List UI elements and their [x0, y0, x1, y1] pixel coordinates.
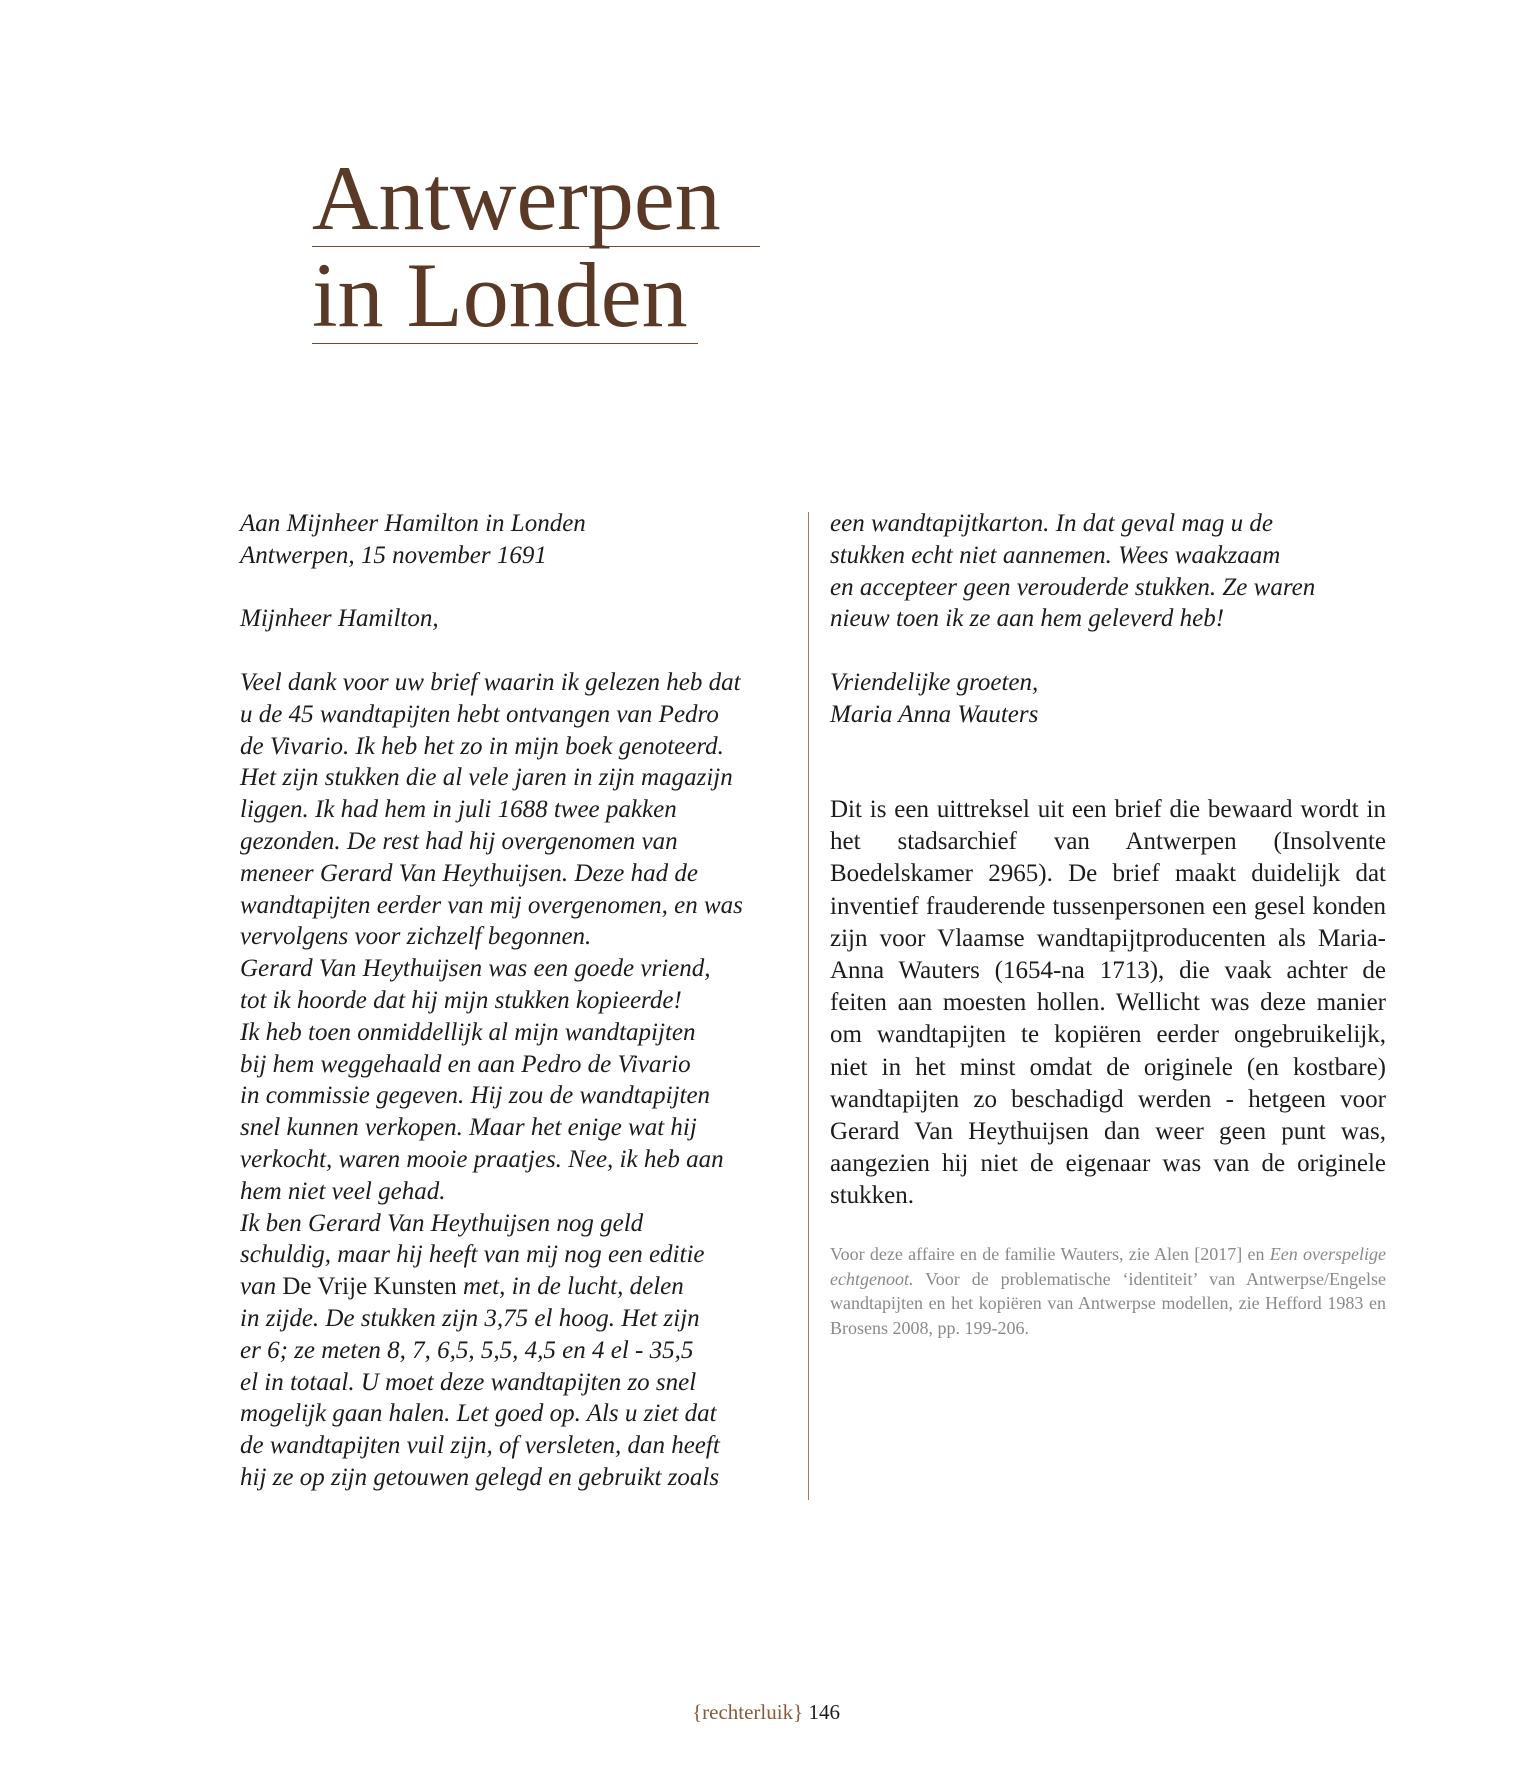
letter-address-line: Aan Mijnheer Hamilton in Londen	[240, 510, 586, 537]
letter-body	[240, 667, 780, 1271]
footnote: Voor deze affaire en de familie Wauters, zie Alen [2017] en Een overspelige echtgenoot. Voor de problematische ‘identiteit’ van Antwerpse/Engelse wandtapijten en het kopiëren van Antwerpse modellen, zie Hefford 1983 en Brosens 2008, pp. 199-206.	[830, 1244, 1386, 1338]
section-label: {rechterluik}	[692, 1700, 804, 1724]
letter-line: van De Vrije Kunsten met, in de lucht, delen	[240, 1273, 684, 1301]
letter-column-left	[240, 508, 780, 1494]
letter-line: mogelijk gaan halen. Let goed op. Als u ziet dat	[240, 1400, 717, 1428]
title-line-1: Antwerpen	[312, 150, 760, 247]
letter-line: u de 45 wandtapijten hebt ontvangen van Pedro	[240, 700, 719, 728]
letter-line: vervolgens voor zichzelf begonnen.	[240, 923, 592, 951]
commentary-paragraph: Dit is een uittreksel uit een brief die bewaard wordt in het stadsarchief van Antwerpen (Insolvente Boedelskamer 2965). De brief maakt duidelijk dat inventief frauderende tussenpersonen een gesel konden zijn voor Vlaamse wandtapijtproducenten als Maria-Anna Wauters (1654-na 1713), die vaak achter de feiten aan moesten hollen. Wellicht was deze manier om wandtapijten te kopiëren eerder ongebruikelijk, niet in het minst omdat de originele (en kostbare) wandtapijten zo beschadigd werden - hetgeen voor Gerard Van Heythuijsen dan weer geen punt was, aangezien hij niet de eigenaar was van de originele stukken.	[830, 796, 1386, 1210]
letter-line: de wandtapijten vuil zijn, of versleten, dan heeft	[240, 1432, 720, 1460]
letter-signature: Maria Anna Wauters	[830, 700, 1039, 728]
title-line-2: in Londen	[312, 247, 698, 344]
letter-continuation	[830, 508, 1385, 635]
letter-line: Gerard Van Heythuijsen was een goede vriend,	[240, 955, 711, 983]
letter-closing: Vriendelijke groeten,	[830, 668, 1039, 696]
letter-line: er 6; ze meten 8, 7, 6,5, 5,5, 4,5 en 4 el - 35,5	[240, 1336, 694, 1364]
letter-salutation: Mijnheer Hamilton,	[240, 605, 439, 633]
letter-line: Ik heb toen onmiddellijk al mijn wandtapijten	[240, 1018, 696, 1046]
letter-line: meneer Gerard Van Heythuijsen. Deze had de	[240, 859, 698, 887]
footnote-title: Een overspelige echtgenoot.	[830, 1244, 1386, 1289]
letter-address-line: Antwerpen, 15 november 1691	[240, 541, 547, 569]
letter-line: liggen. Ik had hem in juli 1688 twee pakken	[240, 796, 677, 824]
letter-body-continued	[240, 1303, 780, 1494]
letter-line: in zijde. De stukken zijn 3,75 el hoog. Het zijn	[240, 1304, 700, 1332]
letter-line: snel kunnen verkopen. Maar het enige wat hij	[240, 1114, 697, 1142]
letter-line: Ik ben Gerard Van Heythuijsen nog geld	[240, 1209, 644, 1237]
letter-line: in commissie gegeven. Hij zou de wandtapijten	[240, 1082, 711, 1110]
letter-line: tot ik hoorde dat hij mijn stukken kopieerde!	[240, 986, 682, 1014]
letter-line: een wandtapijtkarton. In dat geval mag u de	[830, 510, 1273, 537]
page-title	[312, 147, 760, 346]
letter-line: el in totaal. U moet deze wandtapijten zo snel	[240, 1368, 697, 1396]
letter-column-right	[830, 508, 1385, 731]
letter-line: wandtapijten eerder van mij overgenomen, en was	[240, 891, 743, 919]
page-number: 146	[808, 1700, 840, 1724]
letter-line: hij ze op zijn getouwen gelegd en gebruikt zoals	[240, 1463, 720, 1491]
page-footer	[0, 1700, 1532, 1725]
letter-line: Het zijn stukken die al vele jaren in zijn magazijn	[240, 764, 733, 792]
letter-line: schuldig, maar hij heeft van mij nog een editie	[240, 1241, 705, 1269]
letter-line: bij hem weggehaald en aan Pedro de Vivario	[240, 1050, 691, 1078]
letter-line: gezonden. De rest had hij overgenomen van	[240, 827, 678, 855]
letter-line: de Vivario. Ik heb het zo in mijn boek genoteerd.	[240, 732, 724, 760]
letter-line: en accepteer geen verouderde stukken. Ze waren	[830, 573, 1316, 601]
letter-line: hem niet veel gehad.	[240, 1177, 446, 1205]
letter-line: Veel dank voor uw brief waarin ik gelezen heb dat	[240, 668, 741, 696]
letter-line: nieuw toen ik ze aan hem geleverd heb!	[830, 605, 1225, 633]
work-title: De Vrije Kunsten	[282, 1273, 457, 1301]
letter-line: verkocht, waren mooie praatjes. Nee, ik heb aan	[240, 1145, 724, 1173]
letter-line: stukken echt niet aannemen. Wees waakzaam	[830, 541, 1281, 569]
column-divider	[808, 512, 809, 1500]
